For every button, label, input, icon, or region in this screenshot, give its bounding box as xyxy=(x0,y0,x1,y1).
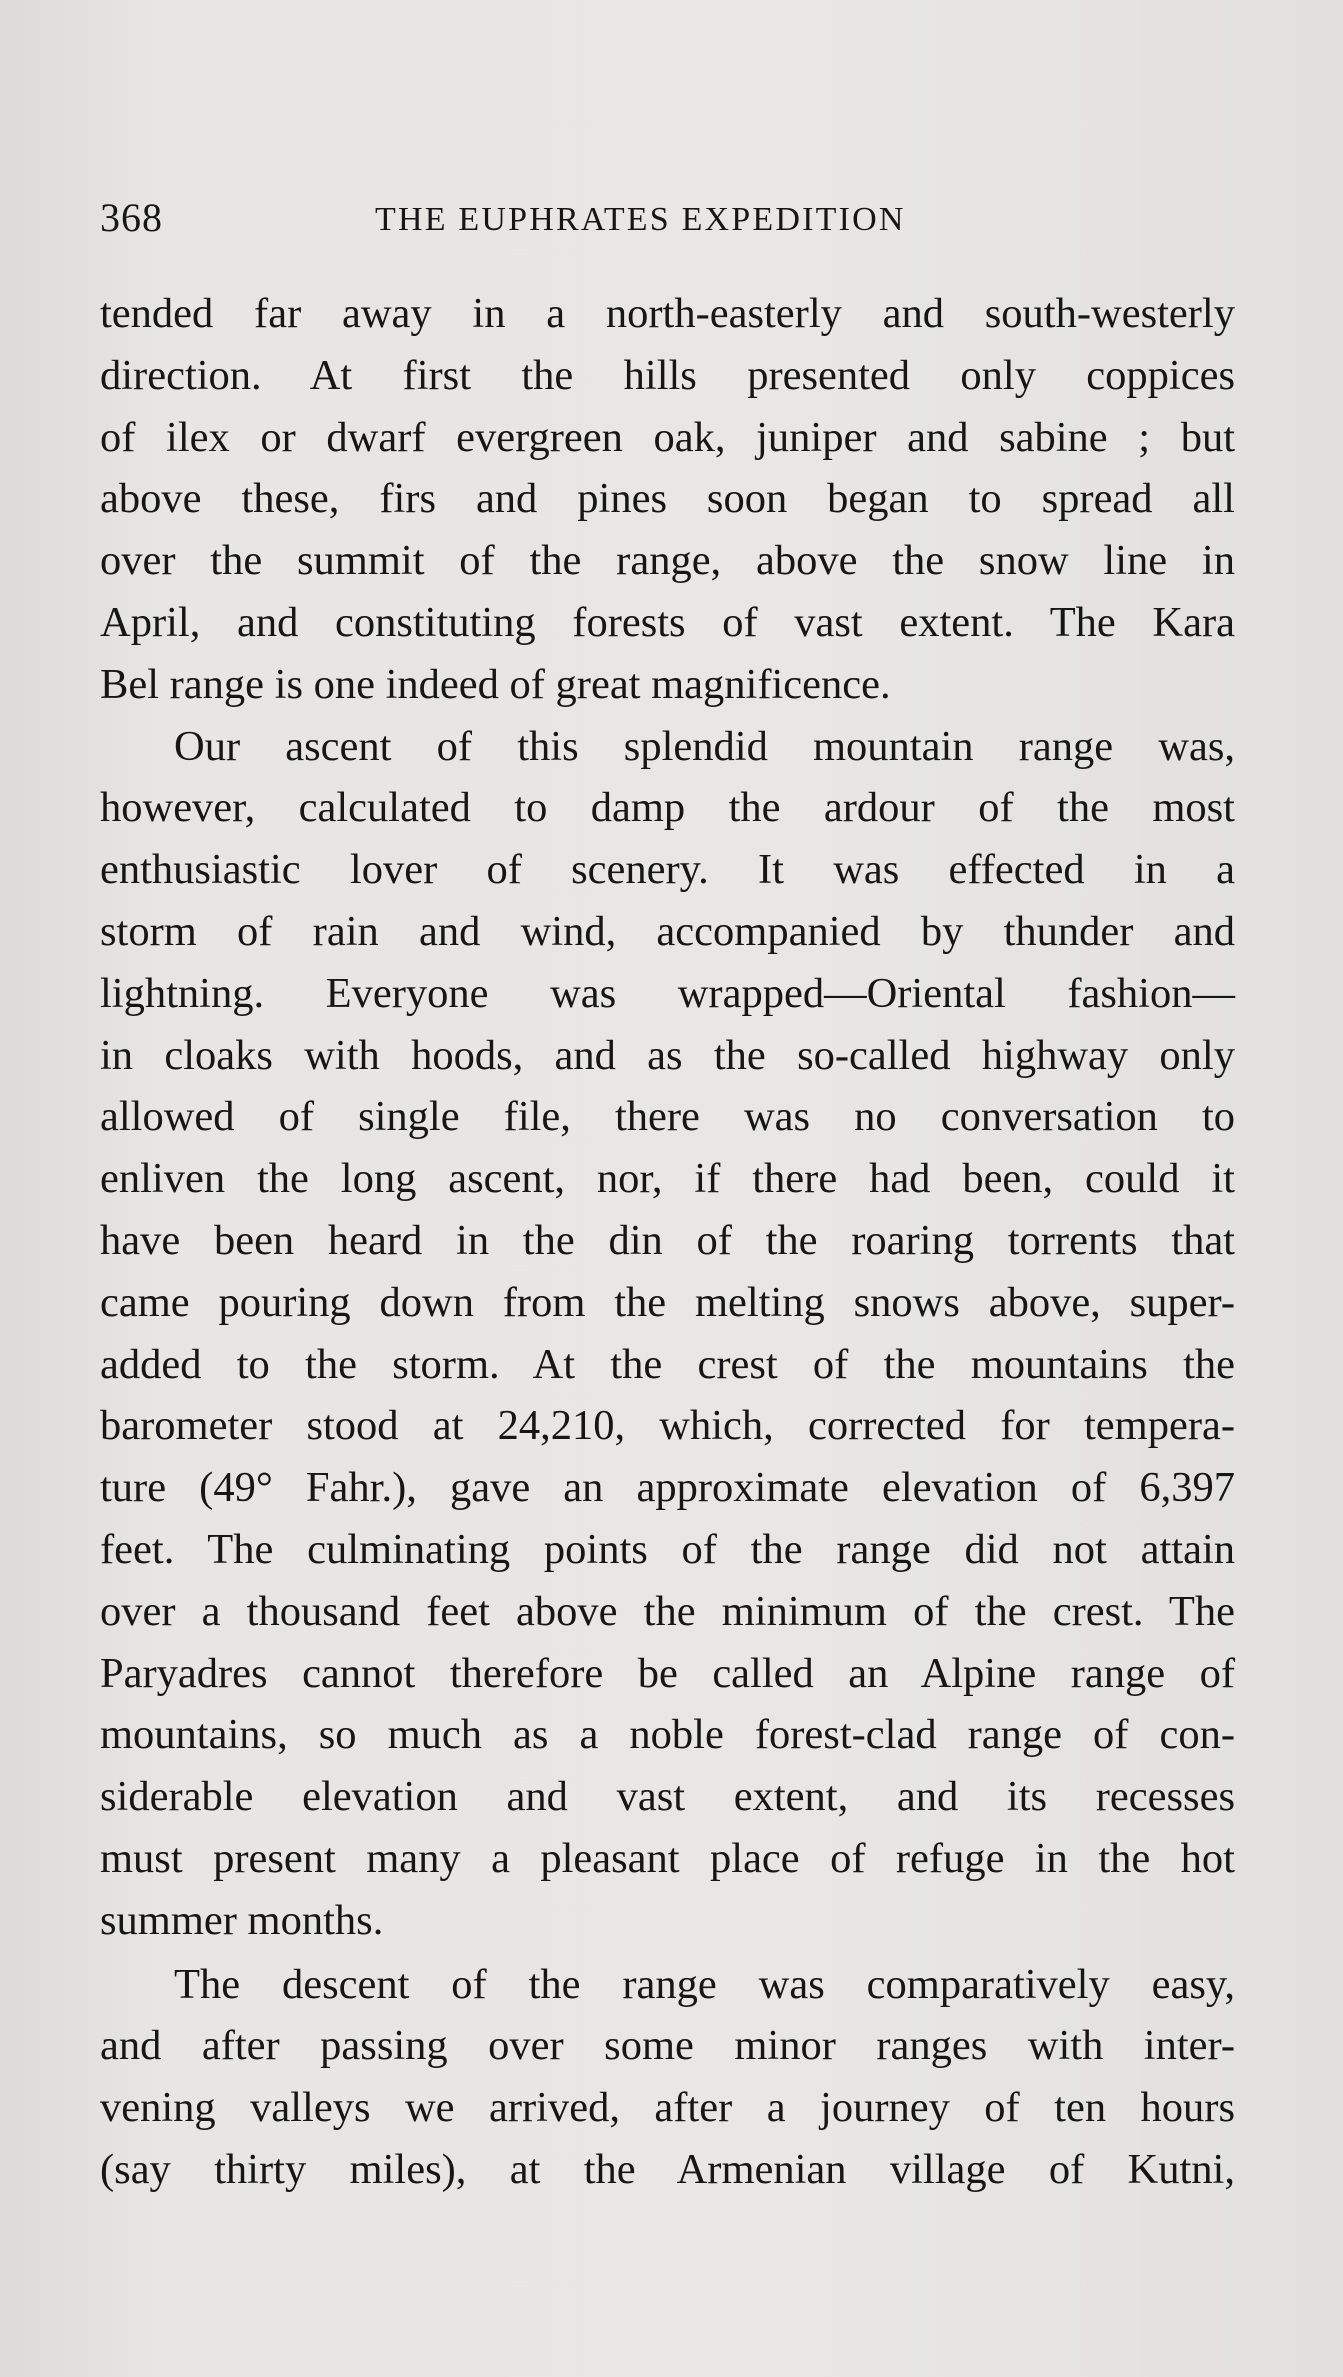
body-text xyxy=(100,283,1235,2201)
text-line: April, and constituting forests of vast extent. The Kara xyxy=(100,598,1235,646)
text-line: vening valleys we arrived, after a journey of ten hours xyxy=(100,2084,1235,2132)
text-line: (say thirty miles), at the Armenian village of Kutni, xyxy=(100,2145,1235,2193)
text-line: above these, firs and pines soon began to spread all xyxy=(100,475,1235,523)
text-line: added to the storm. At the crest of the mountains the xyxy=(100,1340,1235,1388)
text-line: must present many a pleasant place of refuge in the hot xyxy=(100,1834,1235,1882)
paragraph xyxy=(100,283,1235,716)
paragraph xyxy=(100,1954,1235,2201)
text-line: of ilex or dwarf evergreen oak, juniper and sabine ; but xyxy=(100,413,1235,461)
text-line: in cloaks with hoods, and as the so-called highway only xyxy=(100,1031,1235,1079)
text-line: tended far away in a north-easterly and south-westerly xyxy=(100,290,1235,337)
text-line: and after passing over some minor ranges with inter- xyxy=(100,2022,1235,2070)
text-line: direction. At first the hills presented only coppices xyxy=(100,351,1235,399)
text-line: feet. The culminating points of the range did not attain xyxy=(100,1525,1235,1573)
text-line: enliven the long ascent, nor, if there had been, could it xyxy=(100,1155,1235,1203)
text-line: summer months. xyxy=(100,1896,384,1944)
text-line: Paryadres cannot therefore be called an Alpine range of xyxy=(100,1649,1235,1697)
text-line: mountains, so much as a noble forest-clad range of con- xyxy=(100,1711,1235,1759)
text-line: over the summit of the range, above the snow line in xyxy=(100,537,1235,585)
text-line: lightning. Everyone was wrapped—Oriental fashion— xyxy=(100,969,1235,1017)
text-line: over a thousand feet above the minimum of the crest. The xyxy=(100,1587,1235,1635)
page-header xyxy=(100,190,1240,246)
running-title: THE EUPHRATES EXPEDITION xyxy=(375,201,906,238)
text-line: however, calculated to damp the ardour of the most xyxy=(100,784,1235,832)
text-line: came pouring down from the melting snows above, super- xyxy=(100,1278,1235,1326)
text-line: Our ascent of this splendid mountain range was, xyxy=(174,722,1235,770)
text-line: allowed of single file, there was no conversation to xyxy=(100,1093,1235,1141)
paragraph xyxy=(100,716,1235,1952)
text-line: enthusiastic lover of scenery. It was effected in a xyxy=(100,846,1235,894)
text-line: barometer stood at 24,210, which, corrected for tempera- xyxy=(100,1402,1235,1450)
text-line: The descent of the range was comparatively easy, xyxy=(174,1960,1235,2008)
text-line: storm of rain and wind, accompanied by thunder and xyxy=(100,907,1235,955)
page-number: 368 xyxy=(100,195,163,240)
text-line: Bel range is one indeed of great magnificence. xyxy=(100,660,891,708)
text-line: ture (49° Fahr.), gave an approximate elevation of 6,397 xyxy=(100,1464,1235,1512)
text-line: have been heard in the din of the roaring torrents that xyxy=(100,1216,1235,1264)
text-line: siderable elevation and vast extent, and its recesses xyxy=(100,1773,1235,1821)
